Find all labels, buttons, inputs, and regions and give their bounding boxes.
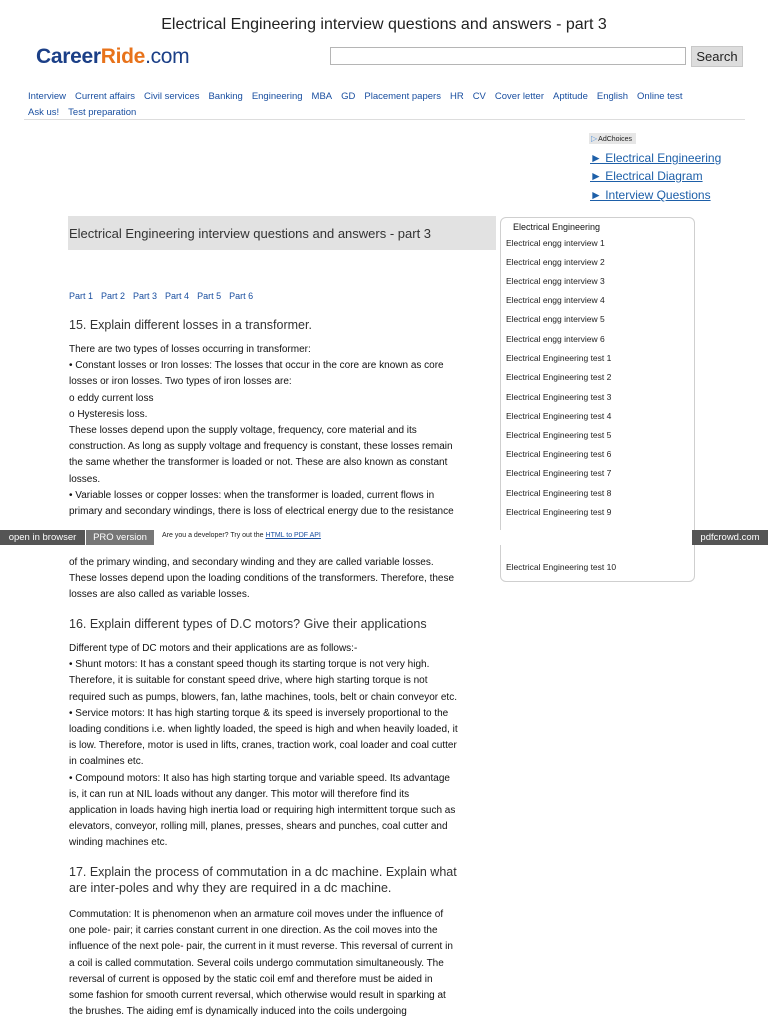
question-16-answer [69, 641, 499, 852]
careerride-logo[interactable] [36, 45, 189, 69]
nav-ask-us[interactable]: Ask us! [28, 107, 60, 118]
sidebar-item-test-5[interactable]: Electrical Engineering test 5 [506, 430, 612, 440]
answer-line: • Constant losses or Iron losses: The losses that occur in the core are known as core [69, 360, 444, 372]
nav-english[interactable]: English [596, 91, 629, 102]
answer-line: • Variable losses or copper losses: when the transformer is loaded, current flows in [69, 489, 435, 501]
answer-line: is, it can run at NIL loads without any danger. This motor will therefore find its [69, 788, 410, 800]
article-title-bar [68, 216, 496, 250]
sidebar-item-test-10[interactable]: Electrical Engineering test 10 [506, 562, 617, 572]
logo-text-com: .com [145, 45, 190, 68]
sidebar-item-test-2[interactable]: Electrical Engineering test 2 [506, 372, 612, 382]
ad-link-electrical-diagram[interactable]: ► Electrical Diagram [590, 169, 703, 183]
answer-line: Commutation: It is phenomenon when an armature coil moves under the influence of [69, 909, 444, 920]
adchoices-label: AdChoices [598, 136, 633, 143]
part-link-2[interactable]: Part 2 [101, 291, 126, 301]
question-15-answer-continued [69, 555, 499, 604]
answer-line: • Shunt motors: It has a constant speed though its starting torque is not very high. [69, 659, 430, 671]
search-button[interactable]: Search [691, 46, 743, 67]
logo-text-career: Career [36, 45, 101, 68]
nav-hr[interactable]: HR [449, 91, 464, 102]
open-in-browser-button[interactable]: open in browser [0, 530, 85, 545]
developer-promo [162, 532, 321, 539]
logo-text-ride: Ride [100, 45, 146, 68]
developer-promo-text: Are you a developer? Try out the [162, 532, 266, 539]
sidebar-item-interview-6[interactable]: Electrical engg interview 6 [506, 334, 605, 344]
sidebar-item-test-9[interactable]: Electrical Engineering test 9 [506, 507, 612, 517]
question-17-heading [69, 864, 499, 896]
answer-line: loading conditions i.e. when lightly loaded, the speed is high and when heavily loaded, it [69, 724, 458, 736]
question-15-answer [69, 342, 499, 520]
nav-aptitude[interactable]: Aptitude [553, 91, 588, 102]
nav-cover-letter[interactable]: Cover letter [494, 91, 544, 102]
answer-line: the brushes. The aiding emf is dynamically induced into the coils undergoing [69, 1006, 407, 1018]
answer-line: • Service motors: It has high starting torque & its speed is inversely proportional to the [69, 707, 449, 719]
answer-line: Therefore, it is suitable for constant speed drive, where high starting torque is not [69, 675, 428, 687]
top-navigation [28, 89, 748, 121]
answer-line: o eddy current loss [69, 392, 154, 404]
answer-line: in coalmines etc. [69, 756, 144, 768]
answer-line: of the primary winding, and secondary winding and they are called variable losses. [69, 557, 434, 568]
sidebar-item-interview-3[interactable]: Electrical engg interview 3 [506, 276, 605, 286]
adchoices-icon: ▷ [591, 134, 598, 143]
answer-line: These losses depend upon the loading conditions of the transformers. Therefore, these [69, 573, 455, 585]
sidebar-item-test-6[interactable]: Electrical Engineering test 6 [506, 449, 612, 459]
html-to-pdf-api-link[interactable]: HTML to PDF API [265, 532, 321, 539]
sidebar-item-test-4[interactable]: Electrical Engineering test 4 [506, 411, 612, 421]
sidebar-item-test-3[interactable]: Electrical Engineering test 3 [506, 392, 612, 402]
answer-line: influence of the next pole- pair, the current in it must reverse. This reversal of current in [69, 941, 453, 953]
nav-gd[interactable]: GD [341, 91, 356, 102]
question-15-heading: 15. Explain different losses in a transformer. [69, 318, 312, 332]
answer-line: Different type of DC motors and their applications are as follows:- [69, 643, 358, 654]
answer-line: some fashion for smooth current reversal, which otherwise would result in sparking at [69, 990, 446, 1002]
part-link-5[interactable]: Part 5 [197, 291, 222, 301]
nav-current-affairs[interactable]: Current affairs [75, 91, 136, 102]
nav-divider [24, 119, 745, 120]
nav-engineering[interactable]: Engineering [251, 91, 303, 102]
part-link-1[interactable]: Part 1 [69, 291, 94, 301]
sidebar-item-test-1[interactable]: Electrical Engineering test 1 [506, 353, 612, 363]
answer-line: reversal of current is opposed by the static coil emf and therefore must be aided in [69, 973, 433, 985]
nav-banking[interactable]: Banking [208, 91, 243, 102]
answer-line: losses are also called as variable losses. [69, 589, 250, 601]
nav-interview[interactable]: Interview [28, 91, 67, 102]
pro-version-button[interactable]: PRO version [86, 530, 154, 545]
question-17-heading-line: are inter-poles and why they are required in a dc machine. [69, 881, 392, 895]
answer-line: is low. Therefore, motor is used in lifts, cranes, traction work, coal loader and coal cutter [69, 740, 457, 752]
part-link-4[interactable]: Part 4 [165, 291, 190, 301]
answer-line: There are two types of losses occurring in transformer: [69, 344, 311, 355]
answer-line: construction. As long as supply voltage and frequency is constant, these losses remain [69, 441, 453, 453]
part-link-6[interactable]: Part 6 [229, 291, 254, 301]
nav-civil-services[interactable]: Civil services [144, 91, 200, 102]
answer-line: losses. [69, 473, 101, 485]
sidebar-item-interview-2[interactable]: Electrical engg interview 2 [506, 257, 605, 267]
page-title: Electrical Engineering interview questions and answers - part 3 [161, 16, 607, 33]
answer-line: application in loads having high inertia load or requiring high intermittent torque such as [69, 805, 456, 817]
ad-link-interview-questions[interactable]: ► Interview Questions [590, 188, 711, 202]
sidebar-item-interview-5[interactable]: Electrical engg interview 5 [506, 314, 605, 324]
answer-line: o Hysteresis loss. [69, 408, 148, 420]
answer-line: losses or iron losses. Two types of iron losses are: [69, 376, 292, 388]
nav-test-preparation[interactable]: Test preparation [68, 107, 137, 118]
answer-line: a coil is called commutation. Several coils undergo commutation simultaneously. The [69, 957, 444, 969]
nav-online-test[interactable]: Online test [637, 91, 683, 102]
question-16-heading: 16. Explain different types of D.C motors? Give their applications [69, 617, 427, 631]
question-17-answer [69, 907, 499, 1020]
sidebar-item-interview-1[interactable]: Electrical engg interview 1 [506, 238, 605, 248]
ad-link-electrical-engineering[interactable]: ► Electrical Engineering [590, 151, 722, 165]
answer-line: required such as pumps, blowers, fan, lathe machines, tools, belt or chain conveyor etc. [69, 691, 457, 703]
answer-line: the same whether the transformer is loaded or not. These are also known as constant [69, 457, 448, 469]
question-17-heading-line: 17. Explain the process of commutation in a dc machine. Explain what [69, 865, 457, 879]
search-input[interactable] [330, 47, 686, 65]
article-title: Electrical Engineering interview questions and answers - part 3 [69, 226, 432, 241]
sidebar-title: Electrical Engineering [513, 222, 601, 232]
sidebar-item-interview-4[interactable]: Electrical engg interview 4 [506, 295, 605, 305]
nav-placement-papers[interactable]: Placement papers [364, 91, 441, 102]
answer-line: primary and secondary windings, there is loss of electrical energy due to the resistance [69, 506, 454, 518]
sidebar-item-test-7[interactable]: Electrical Engineering test 7 [506, 468, 612, 478]
nav-mba[interactable]: MBA [311, 91, 333, 102]
part-links [69, 291, 261, 301]
answer-line: • Compound motors: It also has high starting torque and variable speed. Its advantage [69, 772, 450, 784]
nav-cv[interactable]: CV [472, 91, 486, 102]
answer-line: one pole- pair; it carries constant current in one direction. As the coil moves into the [69, 925, 438, 937]
adchoices-badge[interactable] [589, 133, 636, 144]
answer-line: winding machines etc. [69, 837, 168, 849]
answer-line: These losses depend upon the supply voltage, frequency, core material and its [69, 425, 417, 437]
answer-line: elevators, conveyor, rolling mill, planes, presses, shears and punches, coal cutter and [69, 821, 448, 833]
pdfcrowd-brand-link[interactable]: pdfcrowd.com [692, 530, 768, 545]
part-link-3[interactable]: Part 3 [133, 291, 158, 301]
sidebar-item-test-8[interactable]: Electrical Engineering test 8 [506, 488, 612, 498]
